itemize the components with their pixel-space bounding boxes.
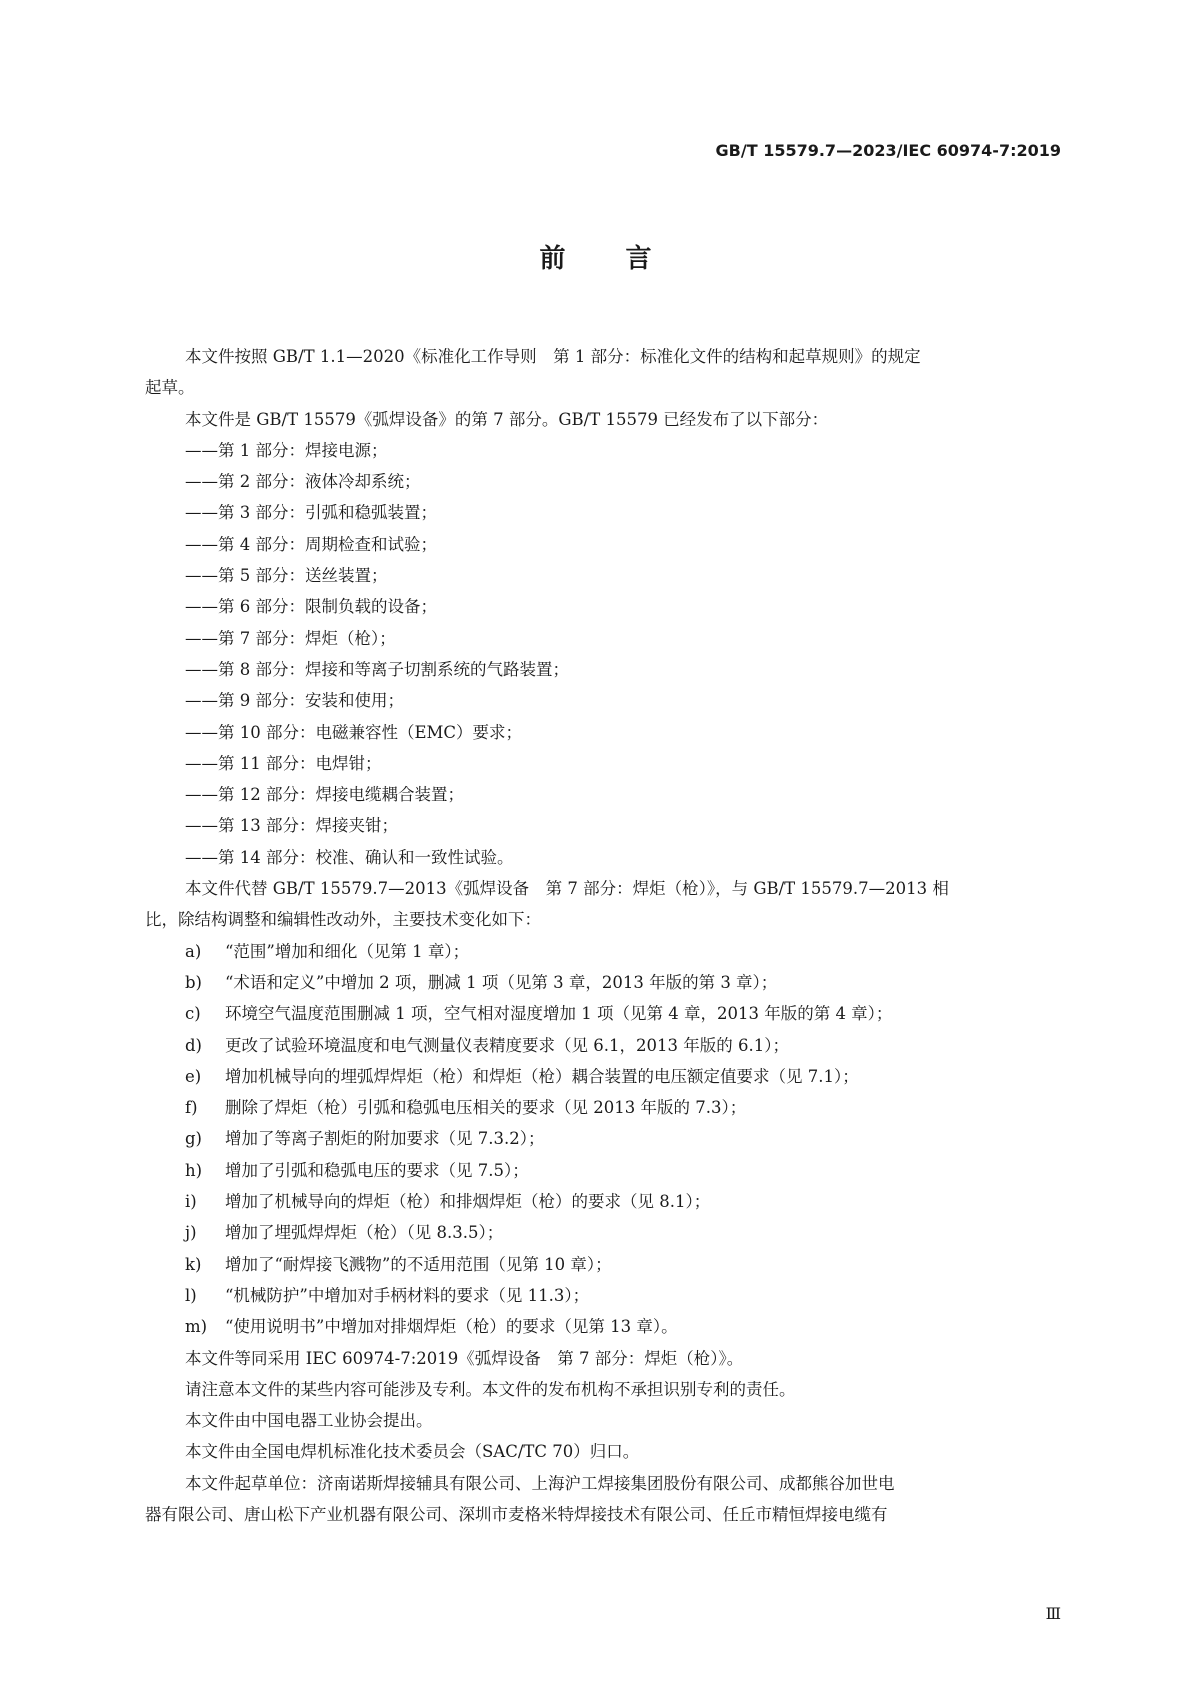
list-item-label: c)	[185, 1004, 201, 1024]
page-title: 前言	[539, 244, 712, 274]
paragraph-drafting-basis-line2: 起草。	[145, 378, 195, 398]
list-item-change	[145, 1061, 1057, 1092]
list-item-part: ——第 8 部分：焊接和等离子切割系统的气路装置；	[185, 659, 569, 679]
list-item-text: “术语和定义”中增加 2 项，删减 1 项（见第 3 章，2013 年版的第 3 章）；	[225, 972, 778, 992]
paragraph-proposed-by: 本文件由中国电器工业协会提出。	[185, 1411, 433, 1431]
list-item-label: h)	[185, 1160, 203, 1180]
list-item-part: ——第 14 部分：校准、确认和一致性试验。	[185, 847, 514, 867]
list-item-text: 增加机械导向的埋弧焊焊炬（枪）和焊炬（枪）耦合装置的电压额定值要求（见 7.1）；	[225, 1066, 859, 1086]
list-item-text: “使用说明书”中增加对排烟焊炬（枪）的要求（见第 13 章）。	[225, 1317, 678, 1337]
list-item-change	[145, 1280, 1057, 1311]
list-item-change	[145, 1030, 1057, 1061]
paragraph-drafting-basis-line1: 本文件按照 GB/T 1.1—2020《标准化工作导则 第 1 部分：标准化文件的结构和起草规则》的规定	[185, 347, 921, 366]
list-item-part: ——第 1 部分：焊接电源；	[185, 440, 388, 460]
list-item-change	[145, 1311, 1057, 1342]
list-item-text: “范围”增加和细化（见第 1 章）；	[225, 941, 470, 961]
list-item-text: 环境空气温度范围删减 1 项，空气相对湿度增加 1 项（见第 4 章，2013 年版的第 4 章）；	[225, 1004, 893, 1024]
list-item-text: 增加了引弧和稳弧电压的要求（见 7.5）；	[225, 1160, 529, 1180]
list-item-part: ——第 9 部分：安装和使用；	[185, 691, 404, 711]
list-item-label: g)	[185, 1129, 202, 1149]
document-body	[145, 341, 1057, 1530]
list-item-part: ——第 3 部分：引弧和稳弧装置；	[185, 503, 437, 523]
list-item-change	[145, 1092, 1057, 1123]
list-item-label: j)	[185, 1223, 197, 1243]
list-item-label: b)	[185, 972, 202, 992]
paragraph-patent-notice: 请注意本文件的某些内容可能涉及专利。本文件的发布机构不承担识别专利的责任。	[185, 1379, 796, 1399]
list-item-change	[145, 1186, 1057, 1217]
paragraph-adoption: 本文件等同采用 IEC 60974-7:2019《弧焊设备 第 7 部分：焊炬（枪）》。	[185, 1348, 744, 1368]
paragraph-drafting-units-line2: 器有限公司、唐山松下产业机器有限公司、深圳市麦格米特焊接技术有限公司、任丘市精恒焊接电缆有	[145, 1504, 888, 1524]
list-item-label: l)	[185, 1285, 197, 1305]
list-item-part: ——第 2 部分：液体冷却系统；	[185, 472, 421, 492]
paragraph-managed-by: 本文件由全国电焊机标准化技术委员会（SAC/TC 70）归口。	[185, 1442, 640, 1462]
list-item-text: 增加了机械导向的焊炬（枪）和排烟焊炬（枪）的要求（见 8.1）；	[225, 1192, 711, 1212]
paragraph-replaces-line1: 本文件代替 GB/T 15579.7—2013《弧焊设备 第 7 部分：焊炬（枪）》，与 GB/T 15579.7—2013 相	[185, 879, 949, 899]
page-number: Ⅲ	[1045, 1604, 1061, 1623]
paragraph-series-intro: 本文件是 GB/T 15579《弧焊设备》的第 7 部分。GB/T 15579 已经发布了以下部分：	[185, 409, 829, 429]
list-item-text: “机械防护”中增加对手柄材料的要求（见 11.3）；	[225, 1285, 590, 1305]
list-item-change	[145, 1155, 1057, 1186]
list-item-part: ——第 12 部分：焊接电缆耦合装置；	[185, 785, 464, 805]
list-item-text: 增加了“耐焊接飞溅物”的不适用范围（见第 10 章）；	[225, 1254, 612, 1274]
list-item-change	[145, 936, 1057, 967]
list-item-text: 增加了埋弧焊焊炬（枪）（见 8.3.5）；	[225, 1223, 504, 1243]
list-item-part: ——第 11 部分：电焊钳；	[185, 753, 382, 773]
list-item-change	[145, 1123, 1057, 1154]
list-item-change	[145, 1249, 1057, 1280]
list-item-label: d)	[185, 1035, 202, 1055]
list-item-label: m)	[185, 1317, 208, 1337]
list-item-part: ——第 7 部分：焊炬（枪）；	[185, 628, 396, 648]
list-item-text: 更改了试验环境温度和电气测量仪表精度要求（见 6.1，2013 年版的 6.1）；	[225, 1035, 789, 1055]
list-item-label: a)	[185, 941, 202, 961]
paragraph-replaces-line2: 比，除结构调整和编辑性改动外，主要技术变化如下：	[145, 910, 541, 930]
list-item-label: f)	[185, 1098, 198, 1118]
list-item-change	[145, 967, 1057, 998]
list-item-part: ——第 4 部分：周期检查和试验；	[185, 534, 437, 554]
list-item-text: 删除了焊炬（枪）引弧和稳弧电压相关的要求（见 2013 年版的 7.3）；	[225, 1098, 747, 1118]
list-item-label: i)	[185, 1192, 197, 1212]
list-item-part: ——第 5 部分：送丝装置；	[185, 566, 388, 586]
list-item-part: ——第 6 部分：限制负载的设备；	[185, 597, 437, 617]
list-item-change	[145, 1217, 1057, 1248]
list-item-label: e)	[185, 1066, 202, 1086]
list-item-part: ——第 13 部分：焊接夹钳；	[185, 816, 398, 836]
list-item-label: k)	[185, 1254, 202, 1274]
standard-code: GB/T 15579.7—2023/IEC 60974-7:2019	[715, 141, 1061, 160]
paragraph-drafting-units-line1: 本文件起草单位：济南诺斯焊接辅具有限公司、上海沪工焊接集团股份有限公司、成都熊谷加世电	[185, 1473, 895, 1493]
list-item-text: 增加了等离子割炬的附加要求（见 7.3.2）；	[225, 1129, 545, 1149]
list-item-part: ——第 10 部分：电磁兼容性（EMC）要求；	[185, 722, 523, 742]
list-item-change	[145, 998, 1057, 1029]
